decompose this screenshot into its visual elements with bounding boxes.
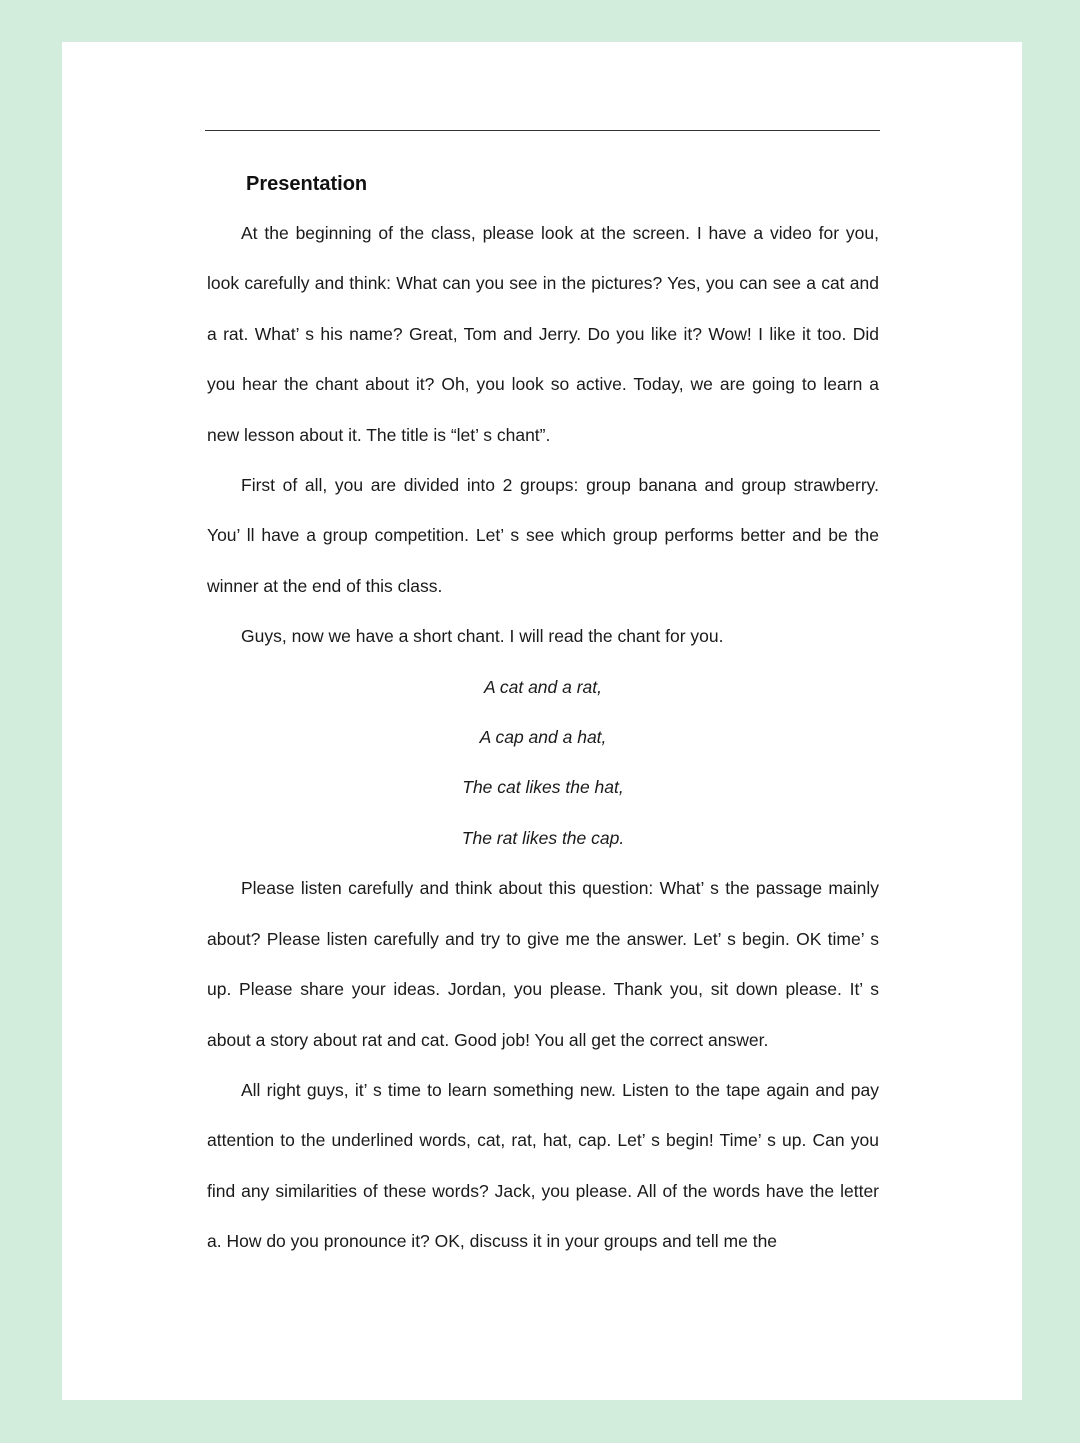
chant-line: A cat and a rat, <box>483 676 603 697</box>
header-rule <box>205 130 880 131</box>
document-body <box>207 162 879 1267</box>
chant-line: The cat likes the hat, <box>462 777 624 798</box>
paragraph-chant-intro: Guys, now we have a short chant. I will read the chant for you. <box>241 626 724 647</box>
paragraph-listen: Please listen carefully and think about this question: What’ s the passage mainly about? Please listen carefully and try to give me the answer. Let’ s begin. OK time’ s up. Please share your ideas. Jordan, you please. Thank you, sit down please. It’ s about a story about rat and cat. Good job! You all get the correct answer. <box>207 878 879 1050</box>
paragraph-learn: All right guys, it’ s time to learn something new. Listen to the tape again and pay attention to the underlined words, cat, rat, hat, cap. Let’ s begin! Time’ s up. Can you find any similarities of these words? Jack, you please. All of the words have the letter a. How do you pronounce it? OK, discuss it in your groups and tell me the <box>207 1079 879 1252</box>
section-heading: Presentation <box>246 173 368 195</box>
chant-line: The rat likes the cap. <box>461 827 625 848</box>
paragraph-intro: At the beginning of the class, please look at the screen. I have a video for you, look carefully and think: What can you see in the pictures? Yes, you can see a cat and a rat. What’ s his name? Great, Tom and Jerry. Do you like it? Wow! I like it too. Did you hear the chant about it? Oh, you look so active. Today, we are going to learn a new lesson about it. The title is “let’ s chant”. <box>207 223 879 445</box>
paragraph-groups: First of all, you are divided into 2 groups: group banana and group strawberry. You’ ll have a group competition. Let’ s see which group performs better and be the winner at the end of this class. <box>207 475 879 596</box>
chant-verse <box>207 662 879 864</box>
page-bottom-fade <box>62 1340 1022 1400</box>
document-page <box>62 42 1022 1400</box>
chant-line: A cap and a hat, <box>479 727 607 748</box>
